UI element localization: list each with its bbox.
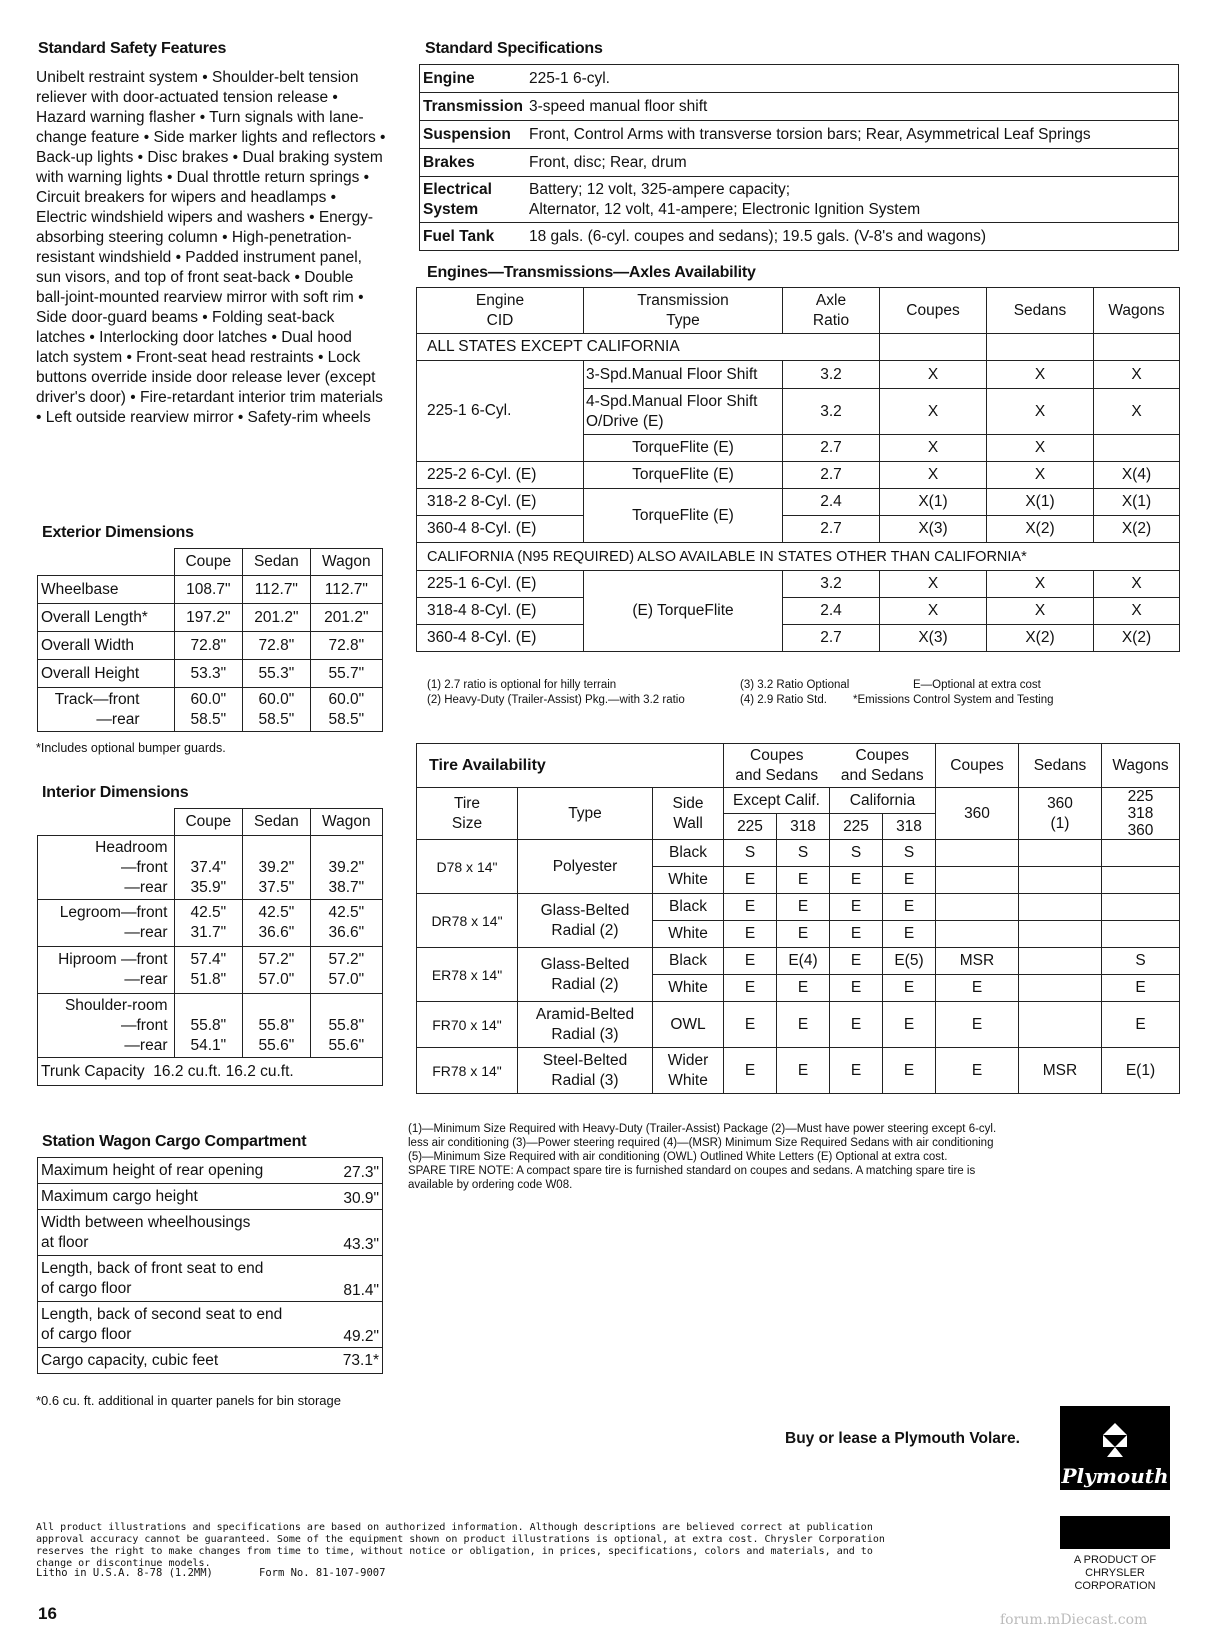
tire-cell — [1102, 894, 1180, 921]
pentastar-logo — [1060, 1406, 1170, 1490]
tire-cell: E — [830, 1002, 883, 1048]
tire-cell — [1019, 948, 1102, 975]
table-row: Electrical System Battery; 12 volt, 325-ampere capacity; Alternator, 12 volt, 41-ampere; Electronic Ignition System — [420, 177, 1179, 223]
section-california: CALIFORNIA (N95 REQUIRED) ALSO AVAILABLE IN STATES OTHER THAN CALIFORNIA* — [417, 543, 1180, 571]
table-row — [417, 1048, 1180, 1094]
logo-bar — [1060, 1516, 1170, 1549]
watermark: forum.mDiecast.com — [1000, 1612, 1148, 1628]
tire-cell: E — [883, 1002, 936, 1048]
tire-cell: E — [883, 867, 936, 894]
table-row: Track—front —rear 60.0" 58.5" 60.0" 58.5" 60.0" 58.5" — [38, 688, 383, 732]
tire-cell: E — [724, 894, 777, 921]
tire-cell: E — [830, 921, 883, 948]
tire-table: Tire Availability Coupes and Sedans Coupes and Sedans Coupes Sedans Wagons Tire Size Type Side Wall Except Calif. California 360 360 (1) 225 318 360 225 318 225 318 D78 x 14" Polyester Black S S S S White E E E E DR78 x 14" Glass-Belted Radial (2) Black E E E E White E E E E ER78 x 14" Glass-Belted Radial (2) Black E E(4) E E(5) MSR S White E E E E E E FR70 x 14" Aramid-Belted Radial (3) OWL E E E E E E FR78 x 14" Steel-Belted Radial (3) Wider White E E E E E MSR E(1) — [416, 743, 1180, 1094]
tire-cell: E — [936, 1048, 1019, 1094]
eta-note-5: E—Optional at extra cost — [913, 679, 1041, 691]
tire-cell — [1019, 921, 1102, 948]
table-row: Overall Height 53.3" 55.3" 55.7" — [38, 660, 383, 688]
tire-cell — [936, 840, 1019, 867]
tire-cell: E — [883, 975, 936, 1002]
table-row: Legroom—front —rear 42.5" 31.7" 42.5" 36.6" 42.5" 36.6" — [38, 900, 383, 947]
table-row: Maximum height of rear opening 27.3" — [38, 1158, 383, 1184]
exterior-title: Exterior Dimensions — [42, 524, 194, 541]
table-row: Overall Length* 197.2" 201.2" 201.2" — [38, 604, 383, 632]
table-row: 318-4 8-Cyl. (E) 2.4 X X X — [417, 598, 1180, 625]
tire-cell: E — [724, 921, 777, 948]
tire-cell — [936, 867, 1019, 894]
tire-cell — [1019, 840, 1102, 867]
table-row — [417, 948, 1180, 975]
tire-title: Tire Availability — [417, 744, 724, 788]
tire-cell: E — [777, 894, 830, 921]
specs-table — [419, 64, 1179, 251]
table-row: 225-2 6-Cyl. (E) TorqueFlite (E) 2.7 X X X(4) — [417, 462, 1180, 489]
tire-cell — [1102, 867, 1180, 894]
tagline: Buy or lease a Plymouth Volare. — [785, 1430, 1020, 1447]
print-code: 8-78 (1.2MM) — [137, 1567, 213, 1579]
table-row: Suspension Front, Control Arms with transverse torsion bars; Rear, Asymmetrical Leaf Springs — [420, 121, 1179, 149]
side-wall: Black — [653, 894, 724, 921]
table-row: 360-4 8-Cyl. (E) 2.7 X(3) X(2) X(2) — [417, 516, 1180, 543]
table-row: Shoulder-room —front —rear 55.8" 54.1" 55.8" 55.6" 55.8" 55.6" — [38, 994, 383, 1058]
tire-size: ER78 x 14" — [417, 948, 518, 1002]
col-coupe: Coupe — [174, 809, 243, 836]
form-number: Form No. 81-107-9007 — [259, 1567, 386, 1579]
eta-note-4: (4) 2.9 Ratio Std. — [740, 694, 827, 706]
table-row: Transmission 3-speed manual floor shift — [420, 93, 1179, 121]
tire-cell: E(4) — [777, 948, 830, 975]
tire-notes: (1)—Minimum Size Required with Heavy-Duty (Trailer-Assist) Package (2)—Must have power steering except 6-cyl. less air conditioning (3)—Power steering required (4)—(MSR) Minimum Size Required Sedans with air conditioning (5)—Minimum Size Required with air conditioning (OWL) Outlined White Letters (E) Optional at extra cost. SPARE TIRE NOTE: A compact spare tire is furnished standard on coupes and sedans. A matching spare tire is available by ordering code W08. — [408, 1123, 997, 1191]
table-row — [417, 894, 1180, 921]
tire-cell: E — [830, 1048, 883, 1094]
specs-title: Standard Specifications — [425, 40, 603, 57]
table-row: 225-1 6-Cyl. (E) (E) TorqueFlite 3.2 X X X — [417, 571, 1180, 598]
side-wall: Wider White — [653, 1048, 724, 1094]
eta-table — [416, 287, 1180, 652]
table-row: Hiproom —front —rear 57.4" 51.8" 57.2" 57.0" 57.2" 57.0" — [38, 947, 383, 994]
tire-cell — [1102, 921, 1180, 948]
eta-note-1: (1) 2.7 ratio is optional for hilly terrain — [427, 679, 617, 691]
tire-cell: E(1) — [1102, 1048, 1180, 1094]
col-wagon: Wagon — [310, 549, 382, 576]
tire-cell: MSR — [936, 948, 1019, 975]
side-wall: White — [653, 975, 724, 1002]
table-row: 360-4 8-Cyl. (E) 2.7 X(3) X(2) X(2) — [417, 625, 1180, 652]
tire-type: Steel-Belted Radial (3) — [518, 1048, 653, 1094]
tire-cell — [1102, 840, 1180, 867]
table-row: TorqueFlite (E) 2.7 X X — [417, 435, 1180, 462]
safety-title: Standard Safety Features — [38, 40, 227, 57]
eta-header-row: Engine CID Transmission Type Axle Ratio Coupes Sedans Wagons — [417, 288, 1180, 334]
tire-cell: E — [936, 975, 1019, 1002]
tire-cell: E — [936, 1002, 1019, 1048]
tire-cell: E — [883, 921, 936, 948]
tire-cell: E — [777, 1002, 830, 1048]
tire-size: FR78 x 14" — [417, 1048, 518, 1094]
tire-cell: S — [1102, 948, 1180, 975]
tire-cell: MSR — [1019, 1048, 1102, 1094]
tire-cell — [1019, 894, 1102, 921]
col-sedan: Sedan — [243, 549, 311, 576]
tire-cell: E — [830, 975, 883, 1002]
interior-title: Interior Dimensions — [42, 784, 189, 801]
tire-cell: E(5) — [883, 948, 936, 975]
tire-cell: E — [830, 867, 883, 894]
tire-cell: E — [1102, 1002, 1180, 1048]
tire-cell: S — [724, 840, 777, 867]
side-wall: Black — [653, 840, 724, 867]
interior-table — [37, 808, 383, 1086]
tire-cell: S — [830, 840, 883, 867]
tire-cell — [1019, 975, 1102, 1002]
tire-cell: S — [883, 840, 936, 867]
tire-type: Polyester — [518, 840, 653, 894]
exterior-note: *Includes optional bumper guards. — [36, 741, 226, 755]
col-sedan: Sedan — [243, 809, 311, 836]
tire-cell: E — [724, 1048, 777, 1094]
eta-note-6: *Emissions Control System and Testing — [853, 694, 1054, 706]
tire-cell: E — [724, 948, 777, 975]
disclaimer: All product illustrations and specifications are based on authorized information. Although descriptions are believed correct at publication approval accuracy cannot be guaranteed. Some of the equipment shown on product illustrations is optional, at extra cost. Chrysler Corporation reserves the right to make changes from time to time, without notice or obligation, in prices, specifications, colors and materials, and to change or discontinue models. — [36, 1522, 885, 1569]
section-all-states: ALL STATES EXCEPT CALIFORNIA — [417, 334, 880, 361]
tire-cell: S — [777, 840, 830, 867]
cargo-table — [37, 1157, 383, 1374]
tire-cell — [936, 921, 1019, 948]
eta-note-3: (3) 3.2 Ratio Optional — [740, 679, 850, 691]
table-row: Engine 225-1 6-cyl. — [420, 65, 1179, 93]
table-row: Overall Width 72.8" 72.8" 72.8" — [38, 632, 383, 660]
table-row — [38, 1058, 383, 1086]
table-row: Brakes Front, disc; Rear, drum — [420, 149, 1179, 177]
table-row: 318-2 8-Cyl. (E) TorqueFlite (E) 2.4 X(1) X(1) X(1) — [417, 489, 1180, 516]
trunk-capacity: Trunk Capacity 16.2 cu.ft. 16.2 cu.ft. — [38, 1058, 383, 1086]
tire-cell: E — [724, 867, 777, 894]
page-number: 16 — [38, 1604, 57, 1623]
cargo-note: *0.6 cu. ft. additional in quarter panels for bin storage — [36, 1393, 341, 1408]
tire-cell: E — [883, 1048, 936, 1094]
table-row: Headroom —front —rear 37.4" 35.9" 39.2" 37.5" 39.2" 38.7" — [38, 836, 383, 900]
table-row: Length, back of second seat to end of cargo floor 49.2" — [38, 1302, 383, 1348]
table-row — [417, 840, 1180, 867]
tire-cell: E — [830, 894, 883, 921]
table-row: Cargo capacity, cubic feet 73.1* — [38, 1348, 383, 1374]
tire-size: DR78 x 14" — [417, 894, 518, 948]
tire-type: Glass-Belted Radial (2) — [518, 894, 653, 948]
tire-size: FR70 x 14" — [417, 1002, 518, 1048]
side-wall: OWL — [653, 1002, 724, 1048]
litho: Litho in U.S.A. — [36, 1567, 131, 1579]
table-row: Maximum cargo height 30.9" — [38, 1184, 383, 1210]
side-wall: White — [653, 867, 724, 894]
col-wagon: Wagon — [310, 809, 382, 836]
tire-cell: E — [724, 1002, 777, 1048]
tire-cell: E — [724, 975, 777, 1002]
exterior-table — [37, 548, 383, 732]
side-wall: Black — [653, 948, 724, 975]
tire-cell: E — [830, 948, 883, 975]
table-row: Fuel Tank 18 gals. (6-cyl. coupes and sedans); 19.5 gals. (V-8's and wagons) — [420, 223, 1179, 251]
tire-cell: E — [777, 975, 830, 1002]
tire-cell: E — [777, 867, 830, 894]
tire-cell: E — [777, 921, 830, 948]
side-wall: White — [653, 921, 724, 948]
table-row: Wheelbase 108.7" 112.7" 112.7" — [38, 576, 383, 604]
plymouth-brand: Plymouth — [1061, 1464, 1169, 1488]
col-coupe: Coupe — [174, 549, 243, 576]
tire-type: Aramid-Belted Radial (3) — [518, 1002, 653, 1048]
table-row: Width between wheelhousings at floor 43.3" — [38, 1210, 383, 1256]
cargo-title: Station Wagon Cargo Compartment — [42, 1133, 307, 1150]
table-row: 4-Spd.Manual Floor Shift O/Drive (E) 3.2 X X X — [417, 389, 1180, 435]
tire-cell — [1019, 1002, 1102, 1048]
tire-cell — [936, 894, 1019, 921]
tire-type: Glass-Belted Radial (2) — [518, 948, 653, 1002]
eta-title: Engines—Transmissions—Axles Availability — [427, 264, 756, 281]
safety-text: Unibelt restraint system • Shoulder-belt tension reliever with door-actuated tension release • Hazard warning flasher • Turn signals with lane-change feature • Side marker lights and reflectors • Back-up lights • Disc brakes • Dual braking system with warning lights • Dual throttle return springs • Circuit breakers for wipers and headlamps • Electric windshield wipers and washers • Energy-absorbing steering column • High-penetration-resistant windshield • Padded instrument panel, sun visors, and top of front seat-back • Double ball-joint-mounted rearview mirror with soft rim • Side door-guard beams • Folding seat-back latches • Interlocking door latches • Dual hood latch system • Front-seat head restraints • Lock buttons override inside door release lever (except driver's door) • Fire-retardant interior trim materials • Left outside rearview mirror • Safety-rim wheels — [36, 69, 386, 426]
tire-cell: E — [883, 894, 936, 921]
eta-note-2: (2) Heavy-Duty (Trailer-Assist) Pkg.—with 3.2 ratio — [427, 694, 685, 706]
tire-cell: E — [777, 1048, 830, 1094]
tire-cell: E — [1102, 975, 1180, 1002]
table-row: Length, back of front seat to end of cargo floor 81.4" — [38, 1256, 383, 1302]
tire-size: D78 x 14" — [417, 840, 518, 894]
product-of: A PRODUCT OF CHRYSLER CORPORATION — [1073, 1554, 1157, 1592]
tire-cell — [1019, 867, 1102, 894]
table-row — [417, 1002, 1180, 1048]
table-row: 225-1 6-Cyl. 3-Spd.Manual Floor Shift 3.2 X X X — [417, 361, 1180, 389]
